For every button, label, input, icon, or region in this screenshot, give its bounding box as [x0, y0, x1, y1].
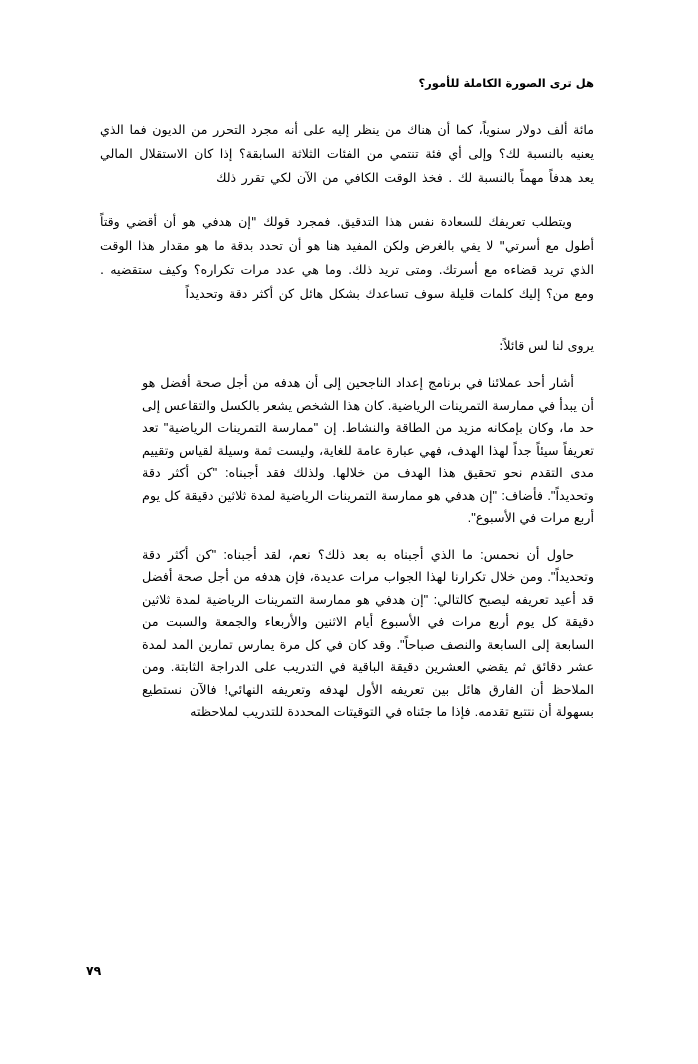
- quote-paragraph-2: حاول أن نحمس: ما الذي أجبناه به بعد ذلك؟ نعم، لقد أجبناه: "كن أكثر دقة وتحديداً". ومن خلال تكرارنا لهذا الجواب مرات عديدة، فإن هدفه من أجل صحة أفضل قد أعيد تعريفه ليصبح كالتالي: "إن هدفي هو ممارسة التمرينات الرياضية لمدة ثلاثين دقيقة كل يوم أربع مرات في الأسبوع أيام الاثنين والأربعاء والجمعة والسبت من السابعة إلى السابعة والنصف صباحاً". وقد كان في كل مرة يمارس تمارين المد لمدة عشر دقائق ثم يقضي العشرين دقيقة الباقية في التدريب على الدراجة الثابتة. ومن الملاحظ أن الفارق هائل بين تعريفه الأول لهدفه وتعريفه النهائي! فالآن نستطيع بسهولة أن نتتبع تقدمه. فإذا ما جئناه في التوقيتات المحددة للتدريب لملاحظته: [142, 546, 594, 719]
- lead-in-line: يروى لنا لس قائلاً:: [499, 338, 594, 353]
- page-number: ٧٩: [86, 963, 102, 978]
- running-head: هل ترى الصورة الكاملة للأمور؟: [418, 76, 594, 90]
- page-content: [100, 118, 594, 724]
- lead-in-gap: [100, 312, 594, 334]
- quote-paragraph-1: أشار أحد عملائنا في برنامج إعداد الناجحين إلى أن هدفه من أجل صحة أفضل هو أن يبدأ في ممارسة التمرينات الرياضية. كان هذا الشخص يشعر بالكسل والتقاعس إلى حد ما، وكان بإمكانه مزيد من الطاقة والنشاط. إن "ممارسة التمرينات الرياضية" تعد تعريفاً سيئاً جداً لهذا الهدف، فهي عبارة عامة للغاية، وليست ثمة وسيلة لقياس وتقييم مدى التقدم نحو تحقيق هذا الهدف من خلالها. ولذلك فقد أجبناه: "كن أكثر دقة وتحديداً". فأضاف: "إن هدفي هو ممارسة التمرينات الرياضية لمدة ثلاثين دقيقة كل يوم أربع مرات في الأسبوع".: [142, 375, 594, 525]
- body-paragraph-2: ويتطلب تعريفك للسعادة نفس هذا التدقيق. فمجرد قولك "إن هدفي هو أن أقضي وقتاً أطول مع أسرتي" لا يفي بالغرض ولكن المفيد هنا هو أن تحدد بدقة ما هو مقدار هذا الوقت الذي تريد قضاءه مع أسرتك. ومتى تريد ذلك. وما هي عدد مرات تكراره؟ وكيف ستقضيه . ومع من؟ إليك كلمات قليلة سوف تساعدك بشكل هائل كن أكثر دقة وتحديداً: [100, 214, 594, 301]
- paragraph-gap: [100, 196, 594, 210]
- body-paragraph-1: مائة ألف دولار سنوياً، كما أن هناك من ينظر إليه على أنه مجرد التحرر من الديون فما الذي يعنيه بالنسبة لك؟ وإلى أي فئة تنتمي من الفئات الثلاثة السابقة؟ إذا كان الاستقلال المالي يعد هدفاً مهماً بالنسبة لك . فخذ الوقت الكافي من الآن لكي تقرر ذلك: [100, 122, 594, 185]
- quoted-anecdote-block: [142, 372, 594, 724]
